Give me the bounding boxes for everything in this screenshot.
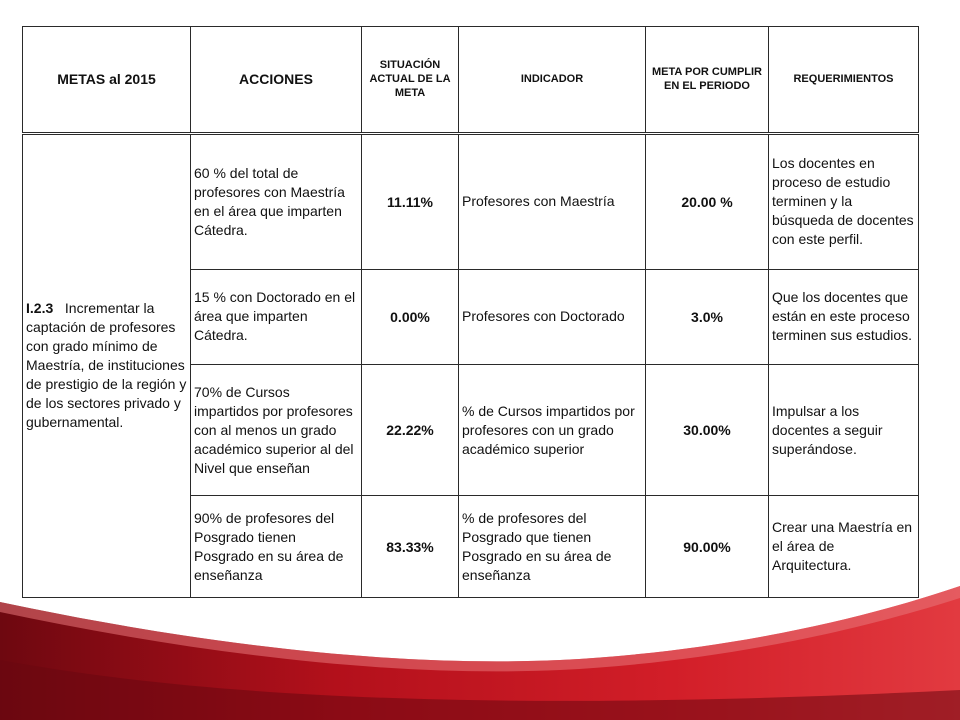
header-requerimientos: REQUERIMIENTOS [769, 27, 919, 134]
accion-cell: 90% de profesores del Posgrado tienen Posgrado en su área de enseñanza [191, 496, 362, 598]
requerimiento-cell: Los docentes en proceso de estudio terminen y la búsqueda de docentes con este perfil. [769, 133, 919, 270]
header-situacion: SITUACIÓN ACTUAL DE LA META [362, 27, 459, 134]
requerimiento-cell: Crear una Maestría en el área de Arquitectura. [769, 496, 919, 598]
situacion-cell: 83.33% [362, 496, 459, 598]
situacion-cell: 11.11% [362, 133, 459, 270]
meta-cumplir-cell: 20.00 % [646, 133, 769, 270]
meta-text: Incrementar la captación de profesores con grado mínimo de Maestría, de instituciones de prestigio de la región y de los sectores privado y gubernamental. [26, 300, 187, 431]
indicador-cell: % de profesores del Posgrado que tienen Posgrado en su área de enseñanza [459, 496, 646, 598]
metas-table [22, 26, 919, 598]
header-metas: METAS al 2015 [23, 27, 191, 134]
accion-cell: 15 % con Doctorado en el área que imparten Cátedra. [191, 270, 362, 364]
indicador-cell: Profesores con Maestría [459, 133, 646, 270]
indicador-cell: Profesores con Doctorado [459, 270, 646, 364]
meta-cell [23, 133, 191, 597]
meta-code: I.2.3 [26, 300, 54, 317]
header-acciones: ACCIONES [191, 27, 362, 134]
accion-cell: 60 % del total de profesores con Maestría en el área que imparten Cátedra. [191, 133, 362, 270]
indicador-cell: % de Cursos impartidos por profesores con un grado académico superior [459, 364, 646, 496]
header-indicador: INDICADOR [459, 27, 646, 134]
meta-cumplir-cell: 90.00% [646, 496, 769, 598]
situacion-cell: 0.00% [362, 270, 459, 364]
meta-cumplir-cell: 30.00% [646, 364, 769, 496]
situacion-cell: 22.22% [362, 364, 459, 496]
accion-cell: 70% de Cursos impartidos por profesores con al menos un grado académico superior al del Nivel que enseñan [191, 364, 362, 496]
table-row [23, 133, 919, 270]
header-meta-por-cumplir: META POR CUMPLIR EN EL PERIODO [646, 27, 769, 134]
requerimiento-cell: Impulsar a los docentes a seguir superándose. [769, 364, 919, 496]
meta-cumplir-cell: 3.0% [646, 270, 769, 364]
header-row [23, 27, 919, 134]
requerimiento-cell: Que los docentes que están en este proceso terminen sus estudios. [769, 270, 919, 364]
